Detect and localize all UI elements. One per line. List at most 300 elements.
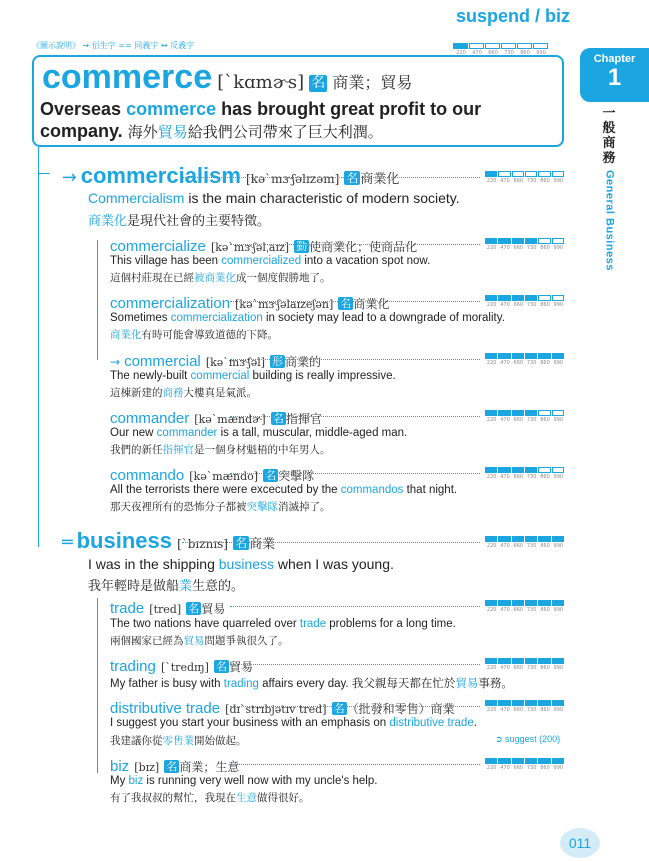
reference-arrow-icon: ➲ [495,734,506,744]
headword: commercialization [110,295,231,312]
frequency-bar-track [485,238,565,244]
frequency-label: 470 [500,474,510,480]
translation-text: 是一個身材魁梧的中年男人。 [194,444,331,456]
frequency-label: 220 [486,474,497,480]
frequency-segment [538,600,550,606]
frequency-label: 990 [553,178,564,184]
frequency-label: 730 [526,765,537,771]
chapter-tab [580,48,649,102]
sentence-highlight: commandos [340,484,404,496]
frequency-segment [498,353,510,359]
frequency-label: 220 [486,360,497,366]
headword: trade [110,600,145,617]
frequency-segment [485,536,497,542]
frequency-segment [485,353,497,359]
entry-head [110,236,417,255]
pronunciation: [ˋkɑmɚs] [217,72,305,93]
translation-text: 開始做起。 [194,735,247,747]
definition: 商業；貿易 [332,73,413,92]
frequency-bar [485,410,565,424]
frequency-label: 860 [540,665,550,671]
cross-reference[interactable] [495,734,560,745]
frequency-segment [552,536,564,542]
sentence-text: affairs every day. 我父親每天都在忙於 [258,678,456,690]
frequency-bar-track [485,600,565,606]
headword: commerce [42,58,213,96]
frequency-segment [538,353,550,359]
sentence-highlight: commercialization [170,312,263,324]
frequency-labels [485,474,565,480]
frequency-segment [485,43,500,49]
frequency-segment [453,43,468,49]
headword: biz [110,758,130,775]
frequency-segment [552,600,564,606]
frequency-segment [538,467,550,473]
headword: commercial [124,353,201,370]
frequency-label: 660 [513,543,524,549]
frequency-segment [498,700,510,706]
frequency-label: 220 [486,607,497,613]
frequency-segment [512,410,524,416]
entry-head [110,293,389,312]
page-header-title: suspend / biz [455,6,570,26]
frequency-labels [485,665,565,671]
frequency-label: 660 [513,474,524,480]
frequency-segment [498,238,510,244]
frequency-label: 220 [486,302,497,308]
frequency-segment [498,536,510,542]
entry-head [62,163,399,189]
frequency-label: 730 [526,707,537,713]
frequency-segment [485,658,497,664]
page-number: 011 [560,828,600,858]
headword: business [76,528,172,553]
pronunciation: [ˋtredɪŋ] [160,661,209,674]
frequency-label: 660 [488,50,498,56]
sentence-text: The newly-built [110,370,191,382]
pos-tag: 名 [333,702,345,715]
frequency-label: 860 [540,474,550,480]
frequency-segment [525,353,537,359]
frequency-segment [525,536,537,542]
frequency-bar [485,700,565,714]
legend-title: 《圖示說明》 [32,41,80,50]
frequency-bar-track [485,758,565,764]
sentence-text: into a vacation spot now. [301,255,431,267]
pronunciation: [bɪz] [134,761,160,774]
entry-head [62,528,275,554]
sentence-text: All the terrorists there were excecuted by the [110,484,341,496]
pronunciation: [kəˋmɝʃəlaɪzeʃən] [235,298,334,311]
frequency-labels [485,417,565,423]
entry-head [110,408,322,427]
frequency-bar [453,43,549,57]
frequency-bar [485,353,565,367]
frequency-segment [469,43,484,49]
frequency-segment [538,410,550,416]
entry-head [110,756,239,775]
frequency-segment [525,467,537,473]
tree-line [97,598,98,773]
frequency-bar-track [485,295,565,301]
frequency-labels [485,765,565,771]
dotted-leader [230,416,480,417]
example-sentence [110,717,477,729]
frequency-bar [485,467,565,481]
pronunciation: [kəˋmɝʃəlˌaɪz] [210,241,290,254]
frequency-label: 470 [500,665,510,671]
dotted-leader [230,244,480,245]
frequency-segment [525,600,537,606]
frequency-label: 730 [526,665,537,671]
frequency-bar [485,171,565,185]
chapter-label: Chapter [593,53,636,65]
definition: 貿易 [201,602,226,616]
dotted-leader [230,473,480,474]
frequency-bar [485,658,565,672]
example-sentence [88,190,460,206]
example-translation [110,385,257,400]
frequency-label: 220 [486,417,497,423]
frequency-label: 860 [540,417,550,423]
frequency-segment [498,467,510,473]
arrow-icon: → [62,168,77,188]
frequency-label: 990 [553,665,564,671]
frequency-label: 660 [513,665,524,671]
dotted-leader [182,542,480,543]
frequency-label: 860 [540,765,550,771]
translation-text: 這個村莊現在已經 [110,272,194,284]
frequency-segment [552,238,564,244]
frequency-label: 220 [486,665,497,671]
frequency-label: 990 [553,302,564,308]
frequency-label: 990 [553,707,564,713]
translation-highlight: 零售業 [162,735,194,747]
sentence-text: when I was young. [274,556,394,572]
frequency-segment [552,467,564,473]
sentence-highlight: trading [223,678,259,690]
frequency-labels [485,302,565,308]
pos-tag: 名 [340,297,352,310]
category-en: General Business [603,170,616,271]
frequency-label: 990 [553,417,564,423]
frequency-segment [512,467,524,473]
sentence-text: I was in the shipping [88,556,219,572]
frequency-segment [485,171,497,177]
frequency-label: 470 [500,178,510,184]
pos-tag: 名 [188,602,200,615]
frequency-label: 220 [486,707,497,713]
chapter-number: 1 [607,64,622,91]
example-sentence [110,484,457,496]
frequency-segment [533,43,548,49]
frequency-bar [485,758,565,772]
translation-text: 我年輕時是做船 [88,579,180,594]
frequency-segment [538,536,550,542]
pronunciation: [kəˋmɝʃəlɪzəm] [246,172,340,186]
dotted-leader [230,706,480,707]
symbol-legend [32,40,194,51]
sentence-text: Sometimes [110,312,171,324]
frequency-segment [538,171,550,177]
frequency-label: 660 [513,178,524,184]
main-sentence [40,98,560,143]
frequency-label: 470 [500,302,510,308]
frequency-label: 730 [504,50,514,56]
frequency-segment [512,353,524,359]
example-sentence [88,556,394,572]
frequency-label: 660 [513,417,524,423]
sentence-highlight: Commercialism [88,190,185,206]
translation-highlight: 被商業化 [194,272,236,284]
definition: 使商業化；使商品化 [309,240,418,254]
example-translation [88,575,244,594]
frequency-label: 470 [500,543,510,549]
legend-synonym: 同義字 [134,41,159,50]
frequency-labels [485,360,565,366]
frequency-segment [552,410,564,416]
frequency-label: 220 [486,543,497,549]
frequency-bar-track [485,171,565,177]
translation-text: 我們的新任 [110,444,163,456]
sentence-highlight: trade [299,618,327,630]
sentence-highlight: commander [156,427,218,439]
frequency-label: 660 [513,707,524,713]
chapter-category [598,106,620,271]
translation-text: 生意的。 [192,579,245,594]
frequency-segment [538,238,550,244]
example-sentence [110,775,377,787]
frequency-label: 860 [540,302,550,308]
entry-head [110,465,314,484]
frequency-label: 660 [513,302,524,308]
translation-highlight: 貿易 [183,635,205,647]
frequency-labels [485,245,565,251]
frequency-segment [485,758,497,764]
dotted-leader [230,764,480,765]
frequency-segment [485,700,497,706]
arrow-icon: → [110,355,121,369]
frequency-segment [512,700,524,706]
sentence-text: The two nations have quarreled over [110,618,300,630]
frequency-segment [552,171,564,177]
sentence-text: problems for a long time. [326,618,456,630]
reference-text: suggest (200) [505,734,561,744]
translation-highlight: 商務 [162,387,184,399]
definition: 商業化 [353,297,390,311]
tree-line [38,173,50,174]
frequency-segment [525,410,537,416]
frequency-bar-track [485,536,565,542]
definition: 突擊隊 [278,469,315,483]
translation-text: 兩個國家已經為 [110,635,184,647]
arrow-icon: → [82,41,90,50]
frequency-label: 220 [486,245,497,251]
frequency-segment [498,758,510,764]
definition: 商業的 [285,355,322,369]
pos-tag: 名 [166,760,178,773]
sentence-highlight: commercialized [221,255,302,267]
pronunciation: [ˋbɪznɪs] [177,537,228,551]
frequency-label: 990 [553,765,564,771]
example-translation [110,499,331,514]
frequency-label: 470 [500,360,510,366]
headword: trading [110,658,156,675]
pos-tag: 名 [346,171,359,185]
frequency-segment [525,700,537,706]
frequency-bar [485,600,565,614]
example-translation [110,733,247,748]
pos-tag: 形 [272,355,284,368]
frequency-label: 860 [540,245,550,251]
frequency-label: 660 [513,245,524,251]
pronunciation: [kəˋmændɚ] [194,413,266,426]
frequency-labels [485,543,565,549]
legend-antonym: 反義字 [170,41,195,50]
frequency-label: 860 [540,707,550,713]
sentence-text: has brought great profit to our company. [40,99,482,141]
dotted-leader [230,606,480,607]
frequency-segment [498,171,510,177]
legend-derivative: 衍生字 [91,41,116,50]
headword: distributive trade [110,700,221,717]
pos-tag: 名 [311,75,326,91]
example-translation [88,210,270,229]
entry-head [110,598,225,617]
frequency-label: 660 [513,360,524,366]
frequency-segment [552,700,564,706]
frequency-segment [498,600,510,606]
dotted-leader [230,359,480,360]
translation-highlight: 生意 [236,792,257,804]
frequency-segment [485,295,497,301]
frequency-label: 730 [526,245,537,251]
sentence-text: building is really impressive. [249,370,396,382]
translation-highlight: 商業化 [88,214,128,229]
sentence-highlight: business [218,556,275,572]
frequency-label: 660 [513,607,524,613]
frequency-label: 470 [500,607,510,613]
frequency-segment [538,758,550,764]
translation-text: 這棟新建的 [110,387,163,399]
pos-tag: 名 [265,469,277,482]
sentence-text: that night. [403,484,458,496]
example-sentence [110,312,505,324]
frequency-segment [552,758,564,764]
frequency-label: 470 [500,417,510,423]
frequency-segment [552,353,564,359]
translation-text: 給我們公司帶來了巨大利潤。 [187,123,383,141]
frequency-segment [501,43,516,49]
frequency-label: 860 [540,178,550,184]
dotted-leader [230,301,480,302]
sentence-text: is the main characteristic of modern society. [184,190,460,206]
frequency-label: 470 [472,50,482,56]
frequency-label: 220 [486,765,497,771]
frequency-segment [512,295,524,301]
frequency-labels [485,178,565,184]
frequency-label: 990 [553,360,564,366]
translation-text: 我建議你從 [110,735,163,747]
translation-text: 消滅掉了。 [278,501,331,513]
frequency-label: 470 [500,245,510,251]
pos-tag: 名 [215,660,227,673]
sentence-highlight: commercial [190,370,250,382]
example-translation [110,790,310,805]
category-zh: 一般商務 [602,106,616,166]
sentence-text: is running very well now with my uncle's help. [143,775,378,787]
frequency-segment [512,658,524,664]
frequency-labels [485,707,565,713]
frequency-label: 730 [526,543,537,549]
frequency-label: 990 [553,607,564,613]
definition: 指揮官 [285,412,322,426]
example-sentence [110,675,513,691]
translation-highlight: 突擊隊 [246,501,278,513]
definition: 商業；生意 [179,760,240,774]
sentence-highlight: commerce [126,99,217,119]
tree-line [97,240,98,360]
frequency-label: 990 [553,245,564,251]
pronunciation: [tred] [149,603,182,616]
translation-text: 有時可能會導致道德的下降。 [141,329,278,341]
frequency-label: 860 [540,543,550,549]
sentence-text: 事務。 [478,678,513,690]
dotted-leader [230,664,480,665]
frequency-segment [552,658,564,664]
frequency-segment [512,600,524,606]
translation-text: 成一個度假勝地了。 [236,272,331,284]
pronunciation: [kəˋmɝʃəl] [205,356,266,369]
frequency-label: 730 [526,607,537,613]
translation-highlight: 商業化 [110,329,142,341]
translation-text: 那天夜裡所有的恐怖分子都被 [110,501,247,513]
translation-text: 做得很好。 [257,792,310,804]
frequency-segment [485,238,497,244]
example-translation [110,633,289,648]
pos-tag: 動 [296,240,308,253]
entry-head [110,698,455,717]
frequency-labels [485,607,565,613]
translation-text: 是現代社會的主要特徵。 [127,214,271,229]
equals-icon: ═ [62,533,73,553]
frequency-label: 660 [513,765,524,771]
translation-highlight: 貿易 [157,123,188,141]
pronunciation: [dɪˋstrɪbjətɪv tred] [225,703,327,716]
frequency-segment [525,658,537,664]
frequency-label: 220 [456,50,466,56]
frequency-segment [538,658,550,664]
frequency-segment [512,758,524,764]
equals-icon: == [118,41,132,50]
translation-text: 有了我叔叔的幫忙，我現在 [110,792,236,804]
frequency-segment [538,295,550,301]
frequency-label: 470 [500,707,510,713]
translation-highlight: 業 [179,579,193,594]
frequency-label: 470 [500,765,510,771]
frequency-segment [512,536,524,542]
sentence-highlight: distributive trade [389,717,474,729]
frequency-segment [525,238,537,244]
frequency-bar [485,536,565,550]
frequency-segment [525,758,537,764]
sentence-highlight: 貿易 [455,678,479,690]
example-translation [110,442,331,457]
translation-text: 海外 [127,123,158,141]
entry-head [110,351,321,370]
frequency-bar-track [453,43,549,49]
frequency-label: 860 [540,360,550,366]
